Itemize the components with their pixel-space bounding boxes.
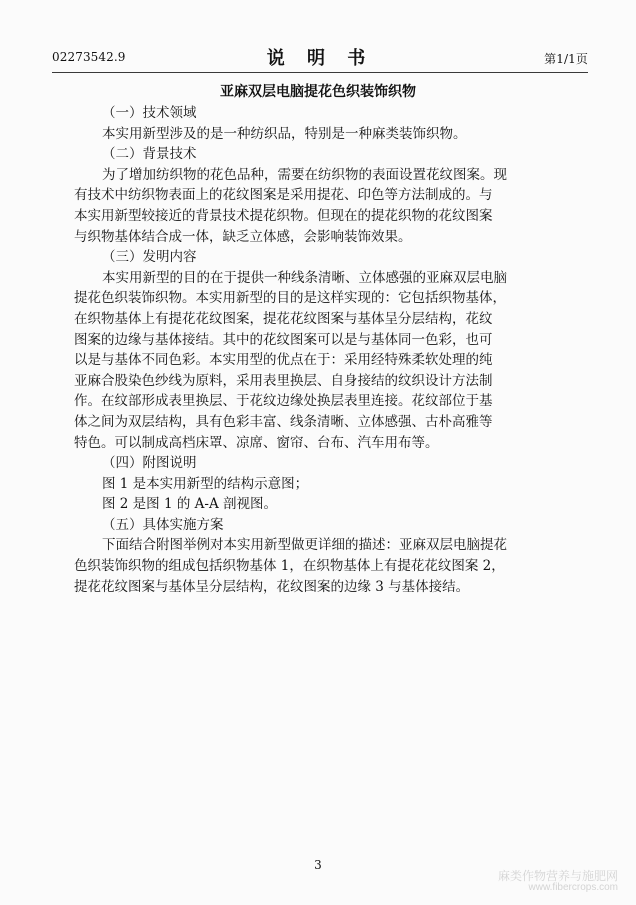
- figure-description-line: 图 2 是图 1 的 A-A 剖视图。: [102, 496, 277, 513]
- paragraph-line: 色织装饰织物的组成包括织物基体 1，在织物基体上有提花花纹图案 2，: [74, 558, 505, 575]
- page-number: 3: [314, 858, 322, 872]
- paragraph-line: 与织物基体结合成一体，缺乏立体感，会影响装饰效果。: [74, 228, 412, 245]
- figure-description-line: 图 1 是本实用新型的结构示意图；: [102, 475, 309, 492]
- section-heading-technical-field: （一）技术领域: [102, 105, 197, 121]
- paragraph-line: 体之间为双层结构，具有色彩丰富、线条清晰、立体感强、古朴高雅等: [74, 413, 493, 430]
- page-indicator: 第1/1页: [544, 52, 588, 66]
- document-title: 亚麻双层电脑提花色织装饰织物: [220, 84, 416, 100]
- section-heading-embodiment: （五）具体实施方案: [102, 516, 224, 533]
- paragraph-line: 提花花纹图案与基体呈分层结构，花纹图案的边缘 3 与基体接结。: [74, 578, 470, 595]
- document-number: 02273542.9: [52, 50, 126, 64]
- paragraph-line: 本实用新型较接近的背景技术提花织物。但现在的提花织物的花纹图案: [74, 207, 493, 224]
- section-heading-background: （二）背景技术: [102, 146, 197, 163]
- section-heading-invention-content: （三）发明内容: [102, 249, 197, 266]
- paragraph-line: 图案的边缘与基体接结。其中的花纹图案可以是与基体同一色彩，也可: [74, 331, 493, 348]
- watermark-title: 麻类作物营养与施肥网: [497, 868, 618, 883]
- paragraph-line: 本实用新型的目的在于提供一种线条清晰、立体感强的亚麻双层电脑: [102, 269, 507, 286]
- page-header: [52, 44, 588, 70]
- document-body: [74, 103, 574, 597]
- paragraph-line: 为了增加纺织物的花色品种，需要在纺织物的表面设置花纹图案。现: [102, 166, 507, 183]
- paragraph-line: 提花色织装饰织物。本实用新型的目的是这样实现的：它包括织物基体，: [74, 290, 506, 307]
- paragraph-line: 以是与基体不同色彩。本实用型的优点在于：采用经特殊柔软处理的纯: [74, 352, 493, 369]
- website-watermark: [498, 870, 618, 893]
- paragraph-line: 作。在纹部形成表里换层、于花纹边缘处换层表里连接。花纹部位于基: [74, 393, 493, 410]
- paragraph-line: 本实用新型涉及的是一种纺织品，特别是一种麻类装饰织物。: [102, 125, 467, 142]
- paragraph-line: 特色。可以制成高档床罩、凉席、窗帘、台布、汽车用布等。: [74, 434, 439, 451]
- watermark-url: www.fibercrops.com: [528, 881, 618, 893]
- document-type-title: 说 明 书: [266, 48, 374, 69]
- header-divider: [52, 72, 588, 73]
- paragraph-line: 亚麻合股染色纱线为原料，采用表里换层、自身接结的纹织设计方法制: [74, 372, 493, 389]
- paragraph-line: 在织物基体上有提花花纹图案，提花花纹图案与基体呈分层结构，花纹: [74, 310, 493, 327]
- section-heading-figure-description: （四）附图说明: [102, 455, 197, 472]
- paragraph-line: 下面结合附图举例对本实用新型做更详细的描述：亚麻双层电脑提花: [102, 537, 507, 554]
- paragraph-line: 有技术中纺织物表面上的花纹图案是采用提花、印色等方法制成的。与: [74, 187, 493, 204]
